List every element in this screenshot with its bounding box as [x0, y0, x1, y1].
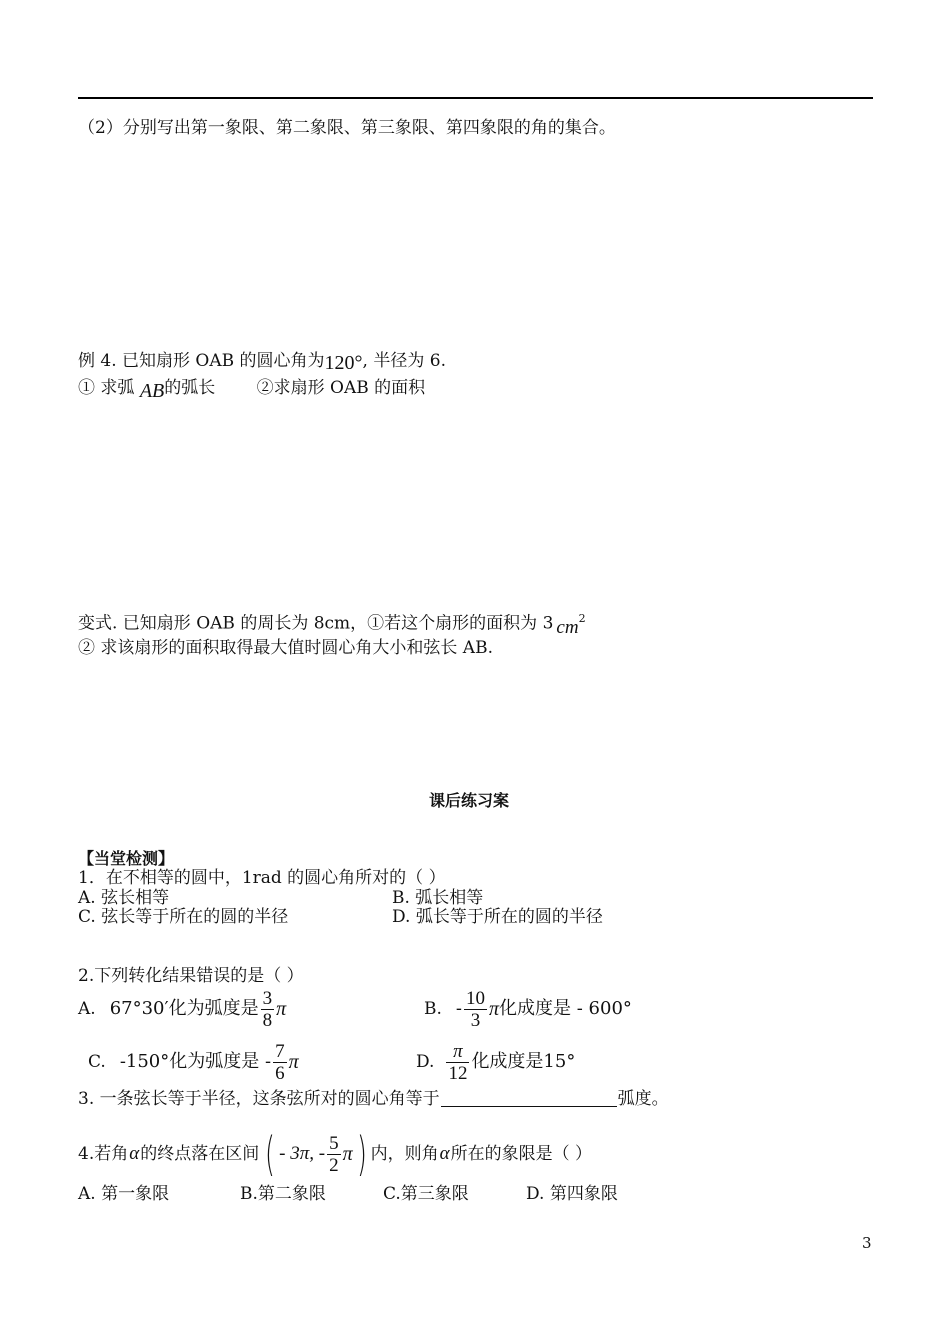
q3-text: 3. 一条弦长等于半径，这条弦所对的圆心角等于	[78, 1089, 440, 1109]
q4-numerator: 5	[329, 1132, 339, 1154]
q4-text-post-b: 所在的象限是（ ）	[450, 1144, 592, 1164]
q4-option-c: C.第三象限	[383, 1184, 469, 1204]
q4-stem	[78, 1126, 592, 1182]
q2-d-text: 化成度是15°	[471, 1051, 576, 1072]
q2-d-numerator: π	[453, 1040, 463, 1062]
q4-interval-start: - 3π, -	[279, 1143, 326, 1164]
q4-fraction	[327, 1133, 341, 1176]
q2-a-text: 67°30′化为弧度是	[109, 998, 259, 1019]
q4-right-paren: )	[356, 1127, 367, 1181]
q2-b-fraction	[464, 988, 487, 1031]
q2-c-fraction	[273, 1041, 287, 1084]
header-rule	[78, 97, 873, 99]
q1-stem: 1．在不相等的圆中，1rad 的圆心角所对的（ ）	[78, 868, 446, 888]
variant-unit-exponent: 2	[578, 612, 586, 625]
arc-ab: AB	[139, 380, 165, 402]
q2-d-label: D.	[416, 1052, 435, 1072]
q2-stem: 2.下列转化结果错误的是（ ）	[78, 966, 304, 986]
q3	[78, 1088, 669, 1110]
example4-line2	[78, 377, 425, 402]
q2-a-fraction	[261, 988, 275, 1031]
q4-text-pre: 4.若角	[78, 1144, 129, 1164]
q1-option-d: D. 弧长等于所在的圆的半径	[392, 907, 603, 927]
q2-c-pi: π	[288, 1051, 299, 1073]
q2-option-c	[88, 1039, 299, 1085]
variant-text: 变式. 已知扇形 OAB 的周长为 8cm，①若这个扇形的面积为 3	[78, 613, 554, 634]
page-number: 3	[862, 1234, 872, 1252]
q4-denominator: 2	[329, 1154, 339, 1176]
q2-c-numerator: 7	[275, 1040, 285, 1062]
q1-option-c: C. 弦长等于所在的圆的半径	[78, 907, 289, 927]
q2-d-fraction	[446, 1041, 469, 1084]
q2-a-pi: π	[276, 998, 287, 1020]
example4-part1: ① 求弧	[78, 378, 135, 398]
q4-alpha: α	[129, 1143, 140, 1164]
q2-b-text: 化成度是 - 600°	[499, 998, 632, 1019]
q2-b-pi: π	[489, 998, 500, 1020]
example4-line1	[78, 350, 446, 374]
q2-option-d	[416, 1039, 575, 1085]
q3-unit: 弧度。	[617, 1089, 669, 1109]
q4-option-d: D. 第四象限	[526, 1184, 618, 1204]
example4-text: 例 4. 已知扇形 OAB 的圆心角为	[78, 351, 325, 371]
q1-option-a: A. 弦长相等	[78, 888, 170, 908]
part2-question: （2）分别写出第一象限、第二象限、第三象限、第四象限的角的集合。	[78, 118, 616, 138]
q1-option-b: B. 弧长相等	[392, 888, 484, 908]
q2-b-sign: -	[455, 998, 462, 1019]
q2-c-label: C.	[88, 1052, 106, 1072]
q4-text-mid: 的终点落在区间	[140, 1144, 260, 1164]
q4-pi: π	[342, 1143, 353, 1165]
check-title: 【当堂检测】	[78, 849, 175, 868]
variant-unit: cm	[556, 616, 579, 638]
example4-radius: , 半径为 6.	[362, 351, 446, 371]
example4-arc-length: 的弧长	[164, 378, 216, 398]
q4-text-post-a: 内，则角	[370, 1144, 439, 1164]
q2-c-text: -150°化为弧度是 -	[119, 1051, 272, 1072]
q3-answer-blank	[441, 1088, 617, 1107]
q2-d-denominator: 12	[448, 1062, 468, 1084]
example4-angle: 120°	[324, 352, 363, 374]
section-title: 课后练习案	[429, 791, 510, 810]
variant-line2: ② 求该扇形的面积取得最大值时圆心角大小和弦长 AB.	[78, 638, 493, 658]
q4-left-paren: (	[265, 1127, 276, 1181]
q2-a-numerator: 3	[262, 987, 273, 1009]
q2-a-denominator: 8	[262, 1009, 273, 1031]
q2-option-b	[424, 986, 632, 1032]
q2-b-label: B.	[424, 999, 442, 1019]
variant-line1	[78, 608, 586, 639]
q2-option-a	[78, 986, 286, 1032]
q4-alpha-2: α	[439, 1143, 450, 1164]
example4-part2: ②求扇形 OAB 的面积	[256, 378, 426, 398]
q2-b-denominator: 3	[464, 1009, 487, 1031]
q2-a-label: A.	[78, 999, 96, 1019]
q4-option-a: A. 第一象限	[78, 1184, 170, 1204]
q2-c-denominator: 6	[275, 1062, 285, 1084]
q2-b-numerator: 10	[466, 987, 485, 1009]
q4-option-b: B.第二象限	[240, 1184, 326, 1204]
